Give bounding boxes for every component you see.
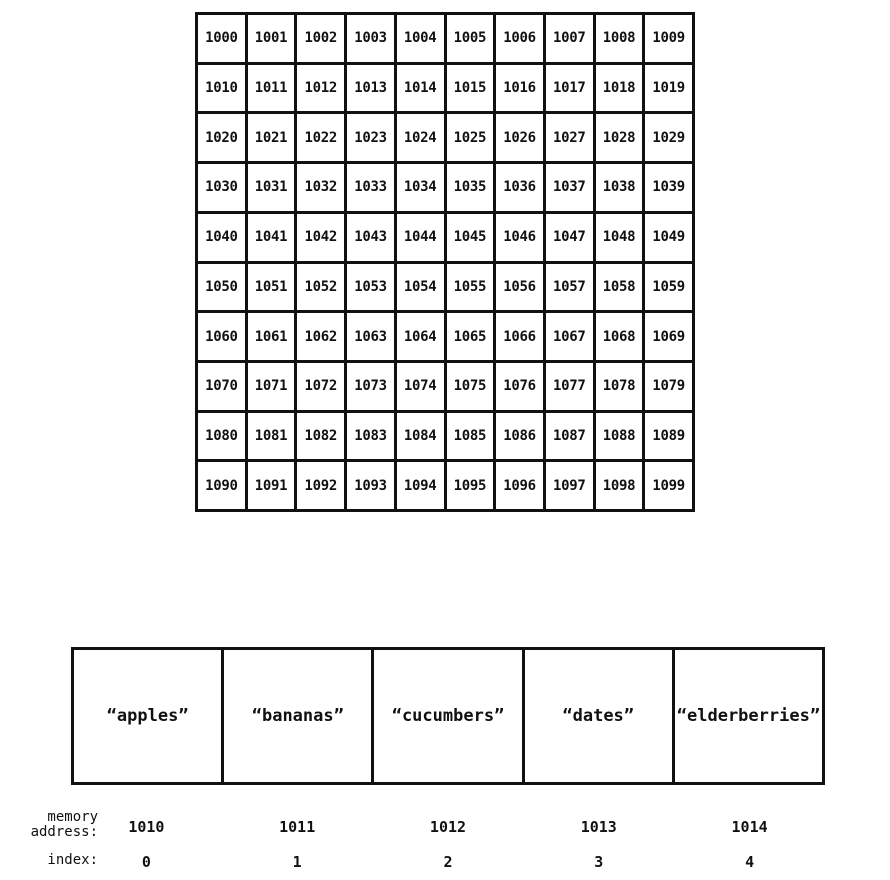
memory-cell: 1082 (297, 413, 347, 463)
memory-cell: 1095 (447, 462, 497, 512)
address-value: 1010 (128, 818, 165, 836)
memory-cell: 1038 (596, 164, 646, 214)
index-row (71, 853, 825, 871)
index-value: 4 (745, 853, 755, 871)
memory-cell: 1094 (397, 462, 447, 512)
memory-cell: 1084 (397, 413, 447, 463)
array-strip (71, 647, 825, 785)
memory-cell: 1073 (347, 363, 397, 413)
memory-address-label-line1: memory (47, 809, 98, 825)
memory-cell: 1070 (198, 363, 248, 413)
memory-grid (195, 12, 695, 512)
memory-cell: 1009 (645, 15, 695, 65)
memory-cell: 1092 (297, 462, 347, 512)
memory-cell: 1020 (198, 114, 248, 164)
memory-cell: 1055 (447, 264, 497, 314)
index-value: 1 (292, 853, 302, 871)
memory-cell: 1079 (645, 363, 695, 413)
memory-cell: 1076 (496, 363, 546, 413)
memory-cell: 1068 (596, 313, 646, 363)
memory-cell: 1066 (496, 313, 546, 363)
memory-cell: 1003 (347, 15, 397, 65)
memory-cell: 1088 (596, 413, 646, 463)
address-value: 1014 (731, 818, 768, 836)
array-cell: “cucumbers” (374, 650, 524, 782)
index-value: 3 (594, 853, 604, 871)
memory-cell: 1042 (297, 214, 347, 264)
memory-cell: 1081 (248, 413, 298, 463)
memory-cell: 1085 (447, 413, 497, 463)
memory-cell: 1097 (546, 462, 596, 512)
memory-cell: 1080 (198, 413, 248, 463)
memory-cell: 1071 (248, 363, 298, 413)
memory-cell: 1021 (248, 114, 298, 164)
memory-cell: 1039 (645, 164, 695, 214)
memory-cell: 1045 (447, 214, 497, 264)
memory-cell: 1046 (496, 214, 546, 264)
memory-cell: 1016 (496, 65, 546, 115)
memory-cell: 1004 (397, 15, 447, 65)
memory-cell: 1008 (596, 15, 646, 65)
memory-cell: 1054 (397, 264, 447, 314)
memory-cell: 1006 (496, 15, 546, 65)
memory-cell: 1096 (496, 462, 546, 512)
memory-cell: 1027 (546, 114, 596, 164)
memory-cell: 1022 (297, 114, 347, 164)
array-cell: “dates” (525, 650, 675, 782)
memory-cell: 1053 (347, 264, 397, 314)
memory-cell: 1012 (297, 65, 347, 115)
memory-cell: 1005 (447, 15, 497, 65)
memory-cell: 1075 (447, 363, 497, 413)
memory-cell: 1026 (496, 114, 546, 164)
memory-cell: 1014 (397, 65, 447, 115)
memory-cell: 1019 (645, 65, 695, 115)
memory-cell: 1057 (546, 264, 596, 314)
memory-cell: 1015 (447, 65, 497, 115)
memory-cell: 1035 (447, 164, 497, 214)
memory-cell: 1018 (596, 65, 646, 115)
memory-cell: 1043 (347, 214, 397, 264)
memory-cell: 1091 (248, 462, 298, 512)
memory-cell: 1013 (347, 65, 397, 115)
memory-cell: 1036 (496, 164, 546, 214)
memory-cell: 1017 (546, 65, 596, 115)
memory-cell: 1001 (248, 15, 298, 65)
memory-cell: 1056 (496, 264, 546, 314)
memory-cell: 1024 (397, 114, 447, 164)
memory-cell: 1065 (447, 313, 497, 363)
memory-cell: 1032 (297, 164, 347, 214)
memory-cell: 1069 (645, 313, 695, 363)
index-value: 0 (141, 853, 151, 871)
address-value: 1013 (580, 818, 617, 836)
memory-cell: 1067 (546, 313, 596, 363)
memory-cell: 1044 (397, 214, 447, 264)
memory-cell: 1023 (347, 114, 397, 164)
memory-cell: 1025 (447, 114, 497, 164)
memory-cell: 1034 (397, 164, 447, 214)
memory-cell: 1086 (496, 413, 546, 463)
memory-cell: 1059 (645, 264, 695, 314)
memory-cell: 1078 (596, 363, 646, 413)
memory-cell: 1051 (248, 264, 298, 314)
array-cell: “bananas” (224, 650, 374, 782)
memory-cell: 1087 (546, 413, 596, 463)
memory-cell: 1050 (198, 264, 248, 314)
memory-cell: 1090 (198, 462, 248, 512)
address-value: 1011 (279, 818, 316, 836)
memory-address-label-line2: address: (30, 824, 98, 840)
memory-cell: 1064 (397, 313, 447, 363)
memory-cell: 1010 (198, 65, 248, 115)
index-label: index: (47, 852, 98, 868)
address-value: 1012 (429, 818, 467, 836)
memory-cell: 1060 (198, 313, 248, 363)
memory-cell: 1063 (347, 313, 397, 363)
memory-cell: 1089 (645, 413, 695, 463)
address-row (71, 818, 825, 836)
memory-cell: 1007 (546, 15, 596, 65)
memory-cell: 1000 (198, 15, 248, 65)
memory-cell: 1047 (546, 214, 596, 264)
memory-cell: 1098 (596, 462, 646, 512)
memory-cell: 1072 (297, 363, 347, 413)
memory-cell: 1099 (645, 462, 695, 512)
memory-cell: 1030 (198, 164, 248, 214)
memory-cell: 1002 (297, 15, 347, 65)
memory-cell: 1058 (596, 264, 646, 314)
memory-cell: 1029 (645, 114, 695, 164)
memory-cell: 1011 (248, 65, 298, 115)
memory-cell: 1083 (347, 413, 397, 463)
memory-cell: 1049 (645, 214, 695, 264)
memory-cell: 1037 (546, 164, 596, 214)
memory-cell: 1061 (248, 313, 298, 363)
memory-cell: 1028 (596, 114, 646, 164)
memory-cell: 1048 (596, 214, 646, 264)
index-value: 2 (443, 853, 453, 871)
memory-cell: 1033 (347, 164, 397, 214)
array-cell: “apples” (74, 650, 224, 782)
memory-cell: 1031 (248, 164, 298, 214)
array-cell: “elderberries” (676, 706, 821, 726)
memory-cell: 1062 (297, 313, 347, 363)
memory-cell: 1041 (248, 214, 298, 264)
memory-cell: 1093 (347, 462, 397, 512)
memory-cell: 1052 (297, 264, 347, 314)
memory-cell: 1040 (198, 214, 248, 264)
memory-cell: 1077 (546, 363, 596, 413)
memory-cell: 1074 (397, 363, 447, 413)
